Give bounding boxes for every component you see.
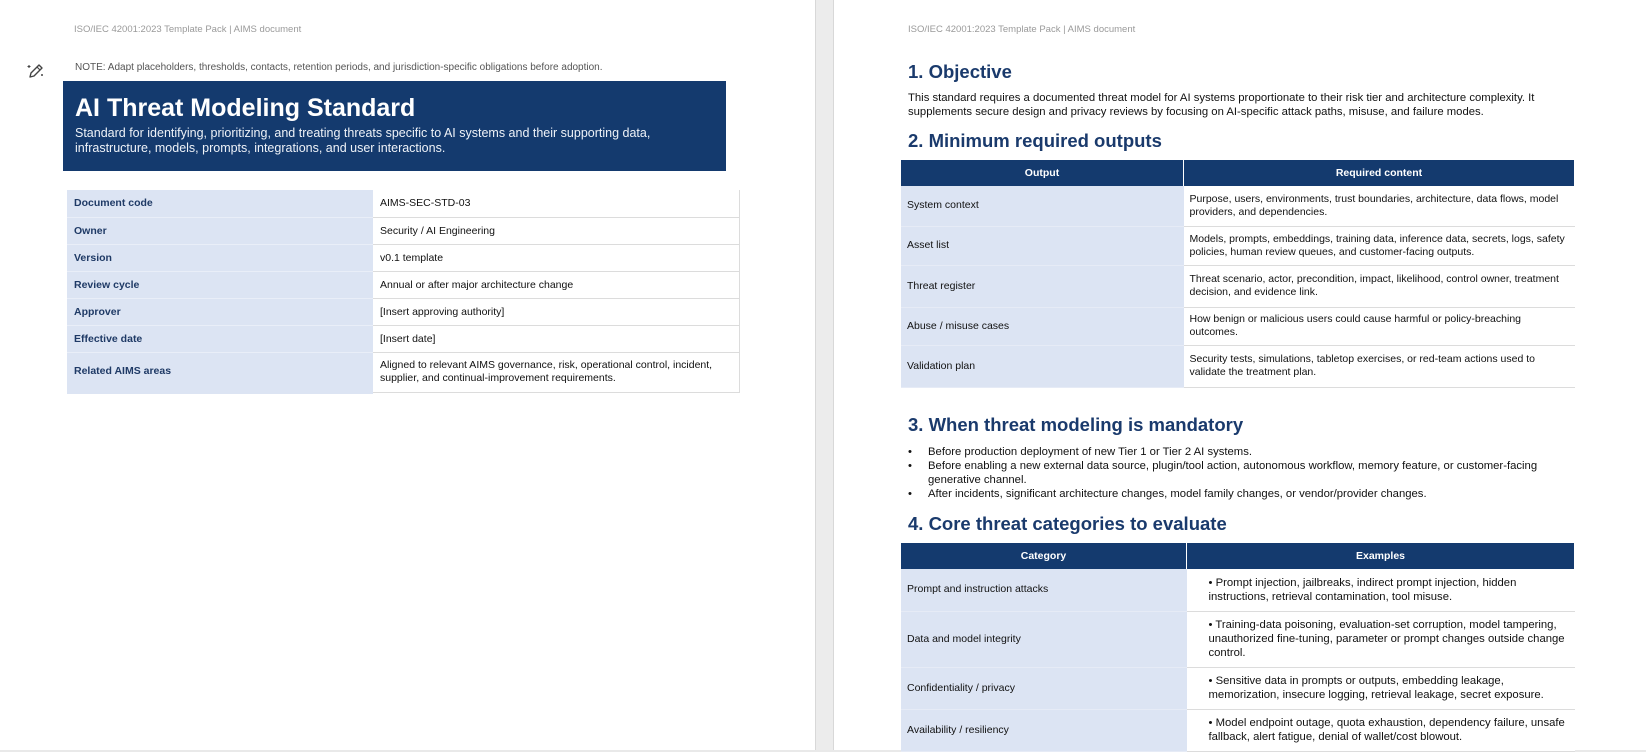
table-header-row [901,160,1575,186]
outputs-heading: 2. Minimum required outputs [908,130,1162,151]
document-metadata-table [67,190,740,394]
adoption-note: NOTE: Adapt placeholders, thresholds, contacts, retention periods, and jurisdiction-specific obligations before adoption. [75,62,603,73]
page-header: ISO/IEC 42001:2023 Template Pack | AIMS document [74,24,302,35]
meta-key: Document code [67,190,373,217]
category-name: Confidentiality / privacy [901,667,1187,709]
category-name: Prompt and instruction attacks [901,569,1187,611]
table-row [901,611,1575,667]
page-header: ISO/IEC 42001:2023 Template Pack | AIMS document [908,24,1136,35]
category-name: Availability / resiliency [901,709,1187,751]
table-row [901,265,1575,307]
category-name: Data and model integrity [901,611,1187,667]
meta-value: [Insert approving authority] [373,298,740,325]
list-item: • After incidents, significant architecture changes, model family changes, or vendor/provider changes. [908,487,1568,501]
category-examples: • Model endpoint outage, quota exhaustion, dependency failure, unsafe fallback, alert fatigue, denial of wallet/cost blowout. [1187,709,1575,751]
output-name: Threat register [901,265,1184,307]
table-row [901,226,1575,265]
table-header-row [901,543,1575,569]
table-row [67,244,740,271]
output-name: System context [901,186,1184,226]
table-row [67,325,740,352]
output-name: Validation plan [901,345,1184,387]
list-item: • Before enabling a new external data source, plugin/tool action, autonomous workflow, memory feature, or customer-facing generative channel. [908,459,1568,487]
table-row [67,190,740,217]
document-page-left [0,0,815,750]
document-subtitle: Standard for identifying, prioritizing, and treating threats specific to AI systems and their supporting data, infrastructure, models, prompts, integrations, and user interactions. [75,126,651,155]
page-gutter [815,0,834,750]
meta-value: AIMS-SEC-STD-03 [373,190,740,217]
column-header: Required content [1184,160,1575,186]
output-content: Threat scenario, actor, precondition, impact, likelihood, control owner, treatment decision, and evidence link. [1184,265,1575,307]
table-row [901,667,1575,709]
table-row [67,298,740,325]
categories-heading: 4. Core threat categories to evaluate [908,513,1227,534]
mandatory-list [908,445,1568,501]
output-name: Asset list [901,226,1184,265]
table-row [901,345,1575,387]
meta-key: Review cycle [67,271,373,298]
meta-key: Related AIMS areas [67,352,373,392]
column-header: Category [901,543,1187,569]
table-row [67,352,740,392]
mandatory-heading: 3. When threat modeling is mandatory [908,414,1244,435]
meta-key: Version [67,244,373,271]
meta-value: Security / AI Engineering [373,217,740,244]
meta-key: Owner [67,217,373,244]
output-content: Purpose, users, environments, trust boundaries, architecture, data flows, model providers, and dependencies. [1184,186,1575,226]
meta-value: [Insert date] [373,325,740,352]
objective-text: This standard requires a documented threat model for AI systems proportionate to their risk tier and architecture complexity. It supplements secure design and privacy reviews by focusing on AI-specific attack paths, misuse, and failure modes. [908,92,1535,118]
category-examples: • Prompt injection, jailbreaks, indirect prompt injection, hidden instructions, retrieval contamination, tool misuse. [1187,569,1575,611]
column-header: Output [901,160,1184,186]
column-header: Examples [1187,543,1575,569]
meta-value: Aligned to relevant AIMS governance, risk, operational control, incident, supplier, and continual-improvement requirements. [373,352,740,392]
meta-key: Effective date [67,325,373,352]
table-row [901,186,1575,226]
document-title: AI Threat Modeling Standard [75,94,416,122]
threat-categories-table [901,543,1575,752]
table-row [67,217,740,244]
edit-pen-icon[interactable] [26,61,46,81]
table-row [901,307,1575,345]
title-banner [63,81,726,171]
meta-value: v0.1 template [373,244,740,271]
objective-heading: 1. Objective [908,61,1012,82]
meta-value: Annual or after major architecture change [373,271,740,298]
list-item: • Before production deployment of new Tier 1 or Tier 2 AI systems. [908,445,1568,459]
output-content: Models, prompts, embeddings, training data, inference data, secrets, logs, safety policies, human review queues, and customer-facing outputs. [1184,226,1575,265]
output-name: Abuse / misuse cases [901,307,1184,345]
table-row [901,709,1575,751]
category-examples: • Training-data poisoning, evaluation-set corruption, model tampering, unauthorized fine-tuning, parameter or prompt changes outside change control. [1187,611,1575,667]
table-row [901,569,1575,611]
output-content: How benign or malicious users could cause harmful or policy-breaching outcomes. [1184,307,1575,345]
meta-key: Approver [67,298,373,325]
table-row [67,271,740,298]
output-content: Security tests, simulations, tabletop exercises, or red-team actions used to validate the treatment plan. [1184,345,1575,387]
outputs-table [901,160,1575,388]
category-examples: • Sensitive data in prompts or outputs, embedding leakage, memorization, insecure logging, retrieval leakage, secret exposure. [1187,667,1575,709]
